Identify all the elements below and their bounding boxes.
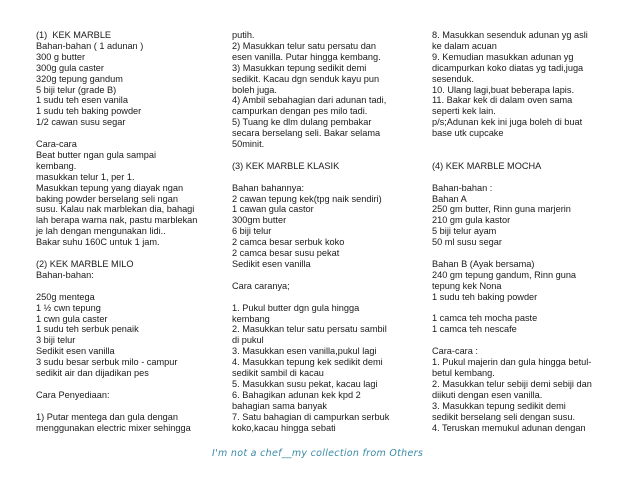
recipe-column-2 xyxy=(232,30,412,433)
text-line: Bahan-bahan: xyxy=(36,269,94,280)
blank-line xyxy=(36,128,216,139)
blank-line xyxy=(432,150,612,161)
text-line: 5. Masukkan susu pekat, kacau lagi xyxy=(232,378,378,389)
text-line: campurkan dengan pes milo tadi. xyxy=(232,106,368,117)
text-line: putih. xyxy=(232,30,255,40)
blank-line xyxy=(36,248,216,259)
text-line: di pukul xyxy=(232,335,264,346)
text-line: Cara caranya; xyxy=(232,280,290,291)
text-line: 1 sudu teh baking powder xyxy=(432,291,538,302)
text-line: 2. Masukkan telur satu persatu sambil xyxy=(232,324,387,335)
text-line: koko,kacau hingga sebati xyxy=(232,422,336,433)
text-line: 7. Satu bahagian di campurkan serbuk xyxy=(232,411,390,422)
blank-line xyxy=(432,172,612,183)
text-line: (3) KEK MARBLE KLASIK xyxy=(232,160,340,171)
text-line: 1 camca teh nescafe xyxy=(432,324,517,335)
text-line: kembang. xyxy=(36,160,77,171)
text-line: 5 biji telur (grade B) xyxy=(36,84,117,95)
text-line: 10. Ulang lagi,buat beberapa lapis. xyxy=(432,84,574,95)
text-line: kembang xyxy=(232,313,270,324)
recipe-column-3 xyxy=(432,30,612,433)
text-line: 1/2 cawan susu segar xyxy=(36,117,126,128)
text-line: baking powder berselang seli ngan xyxy=(36,193,178,204)
text-line: 300g gula caster xyxy=(36,62,104,73)
text-line: 50minit. xyxy=(232,139,265,150)
text-line: sedikit berselang seli dengan susu. xyxy=(432,411,576,422)
text-line: menggunakan electric mixer sehingga xyxy=(36,422,191,433)
text-line: 2. Masukkan telur sebiji demi sebiji dan xyxy=(432,378,592,389)
text-line: Sedikit esen vanilla xyxy=(36,346,115,357)
text-line: 2) Masukkan telur satu persatu dan xyxy=(232,40,377,51)
text-line: Cara-cara xyxy=(36,139,77,150)
blank-line xyxy=(232,172,412,183)
recipe-column-1 xyxy=(36,30,216,433)
text-line: Cara Penyediaan: xyxy=(36,389,110,400)
text-line: 320g tepung gandum xyxy=(36,73,123,84)
text-line: Sedikit esen vanilla xyxy=(232,259,311,269)
text-line: 6 biji telur xyxy=(232,226,272,237)
text-line: 1 sudu teh baking powder xyxy=(36,106,142,117)
text-line: 3 biji telur xyxy=(36,335,76,346)
text-line: 6. Bahagikan adunan kek kpd 2 xyxy=(232,389,361,400)
text-line: 1. Pukul butter dgn gula hingga xyxy=(232,302,360,313)
blank-line xyxy=(36,281,216,292)
text-line: 1 ½ cwn tepung xyxy=(36,302,101,313)
blank-line xyxy=(432,248,612,259)
text-line: diikuti dengan esen vanilla. xyxy=(432,389,543,400)
blank-line xyxy=(432,139,612,150)
text-line: 4) Ambil sebahagian dari adunan tadi, xyxy=(232,95,387,106)
text-line: je lah dengan mengunakan lidi.. xyxy=(36,226,166,237)
text-line: Bahan bahannya: xyxy=(232,182,305,193)
text-line: sedikit. Kacau dgn senduk kayu pun xyxy=(232,73,380,84)
text-line: Bakar suhu 160C untuk 1 jam. xyxy=(36,237,160,248)
text-line: 2 cawan tepung kek(tpg naik sendiri) xyxy=(232,193,382,204)
text-line: 250g mentega xyxy=(36,291,95,302)
text-line: seperti kek lain. xyxy=(432,106,496,117)
text-line: betul kembang. xyxy=(432,368,495,378)
text-line: 1 camca teh mocha paste xyxy=(432,313,538,324)
text-line: boleh juga. xyxy=(232,84,277,95)
text-line: 1) Putar mentega dan gula dengan xyxy=(36,411,179,422)
text-line: 210 gm gula kastor xyxy=(432,215,511,226)
text-line: 240 gm tepung gandum, Rinn guna xyxy=(432,269,577,280)
text-line: bahagian sama banyak xyxy=(232,400,328,411)
text-line: 5) Tuang ke dlm dulang pembakar xyxy=(232,117,372,128)
text-line: 11. Bakar kek di dalam oven sama xyxy=(432,95,573,106)
text-line: 8. Masukkan sesenduk adunan yg asli xyxy=(432,30,588,40)
text-line: 1. Pukul majerin dan gula hingga betul- xyxy=(432,357,592,368)
blank-line xyxy=(432,335,612,346)
text-line: base utk cupcake xyxy=(432,128,504,139)
footer-caption: I'm not a chef__my collection from Others xyxy=(212,448,424,459)
text-line: 3 sudu besar serbuk milo - campur xyxy=(36,357,178,368)
text-line: 9. Kemudian masukkan adunan yg xyxy=(432,51,574,62)
blank-line xyxy=(232,292,412,303)
text-line: 300 g butter xyxy=(36,51,86,62)
text-line: sedikit sambil di kacau xyxy=(232,368,324,379)
text-line: susu. Kalau nak marblekan dia, bahagi xyxy=(36,204,195,215)
text-line: 1 sudu teh esen vanila xyxy=(36,95,128,106)
text-line: lah berapa warna nak, pastu marblekan xyxy=(36,215,198,226)
text-line: Bahan A xyxy=(432,193,467,204)
text-line: 5 biji telur ayam xyxy=(432,226,497,237)
text-line: (4) KEK MARBLE MOCHA xyxy=(432,160,542,171)
text-line: sedikit air dan dijadikan pes xyxy=(36,368,149,379)
text-line: 50 ml susu segar xyxy=(432,237,502,248)
text-line: Masukkan tepung yang diayak ngan xyxy=(36,182,184,193)
text-line: 3) Masukkan tepung sedikit demi xyxy=(232,62,367,73)
text-line: ke dalam acuan xyxy=(432,40,497,51)
text-line: Cara-cara : xyxy=(432,346,478,357)
text-line: tepung kek Nona xyxy=(432,280,502,291)
text-line: (2) KEK MARBLE MILO xyxy=(36,259,134,269)
blank-line xyxy=(232,270,412,281)
text-line: 1 cawan gula castor xyxy=(232,204,314,215)
text-line: 1 sudu teh serbuk penaik xyxy=(36,324,139,335)
text-line: Bahan-bahan ( 1 adunan ) xyxy=(36,40,144,51)
text-line: secara berselang seli. Bakar selama xyxy=(232,128,381,139)
text-line: 1 cwn gula caster xyxy=(36,313,108,324)
text-line: Bahan B (Ayak bersama) xyxy=(432,258,535,269)
text-line: 2 camca besar susu pekat xyxy=(232,248,340,259)
text-line: 3. Masukkan esen vanilla,pukul lagi xyxy=(232,346,377,357)
blank-line xyxy=(36,379,216,390)
text-line: masukkan telur 1, per 1. xyxy=(36,171,135,182)
text-line: Beat butter ngan gula sampai xyxy=(36,149,157,160)
text-line: esen vanilla. Putar hingga kembang. xyxy=(232,51,381,62)
text-line: 3. Masukkan tepung sedikit demi xyxy=(432,400,566,411)
text-line: (1) KEK MARBLE xyxy=(36,30,112,40)
text-line: 4. Masukkan tepung kek sedikit demi xyxy=(232,357,383,368)
text-line: 4. Teruskan memukul adunan dengan xyxy=(432,422,586,433)
blank-line xyxy=(232,150,412,161)
blank-line xyxy=(36,401,216,412)
text-line: Bahan-bahan : xyxy=(432,182,493,193)
text-line: 2 camca besar serbuk koko xyxy=(232,237,345,248)
text-line: 300gm butter xyxy=(232,215,287,226)
text-line: 250 gm butter, Rinn guna marjerin xyxy=(432,204,571,215)
blank-line xyxy=(432,303,612,314)
text-line: p/s;Adunan kek ini juga boleh di buat xyxy=(432,117,583,128)
text-line: dicampurkan koko diatas yg tadi,juga xyxy=(432,62,584,73)
text-line: sesenduk. xyxy=(432,73,474,84)
